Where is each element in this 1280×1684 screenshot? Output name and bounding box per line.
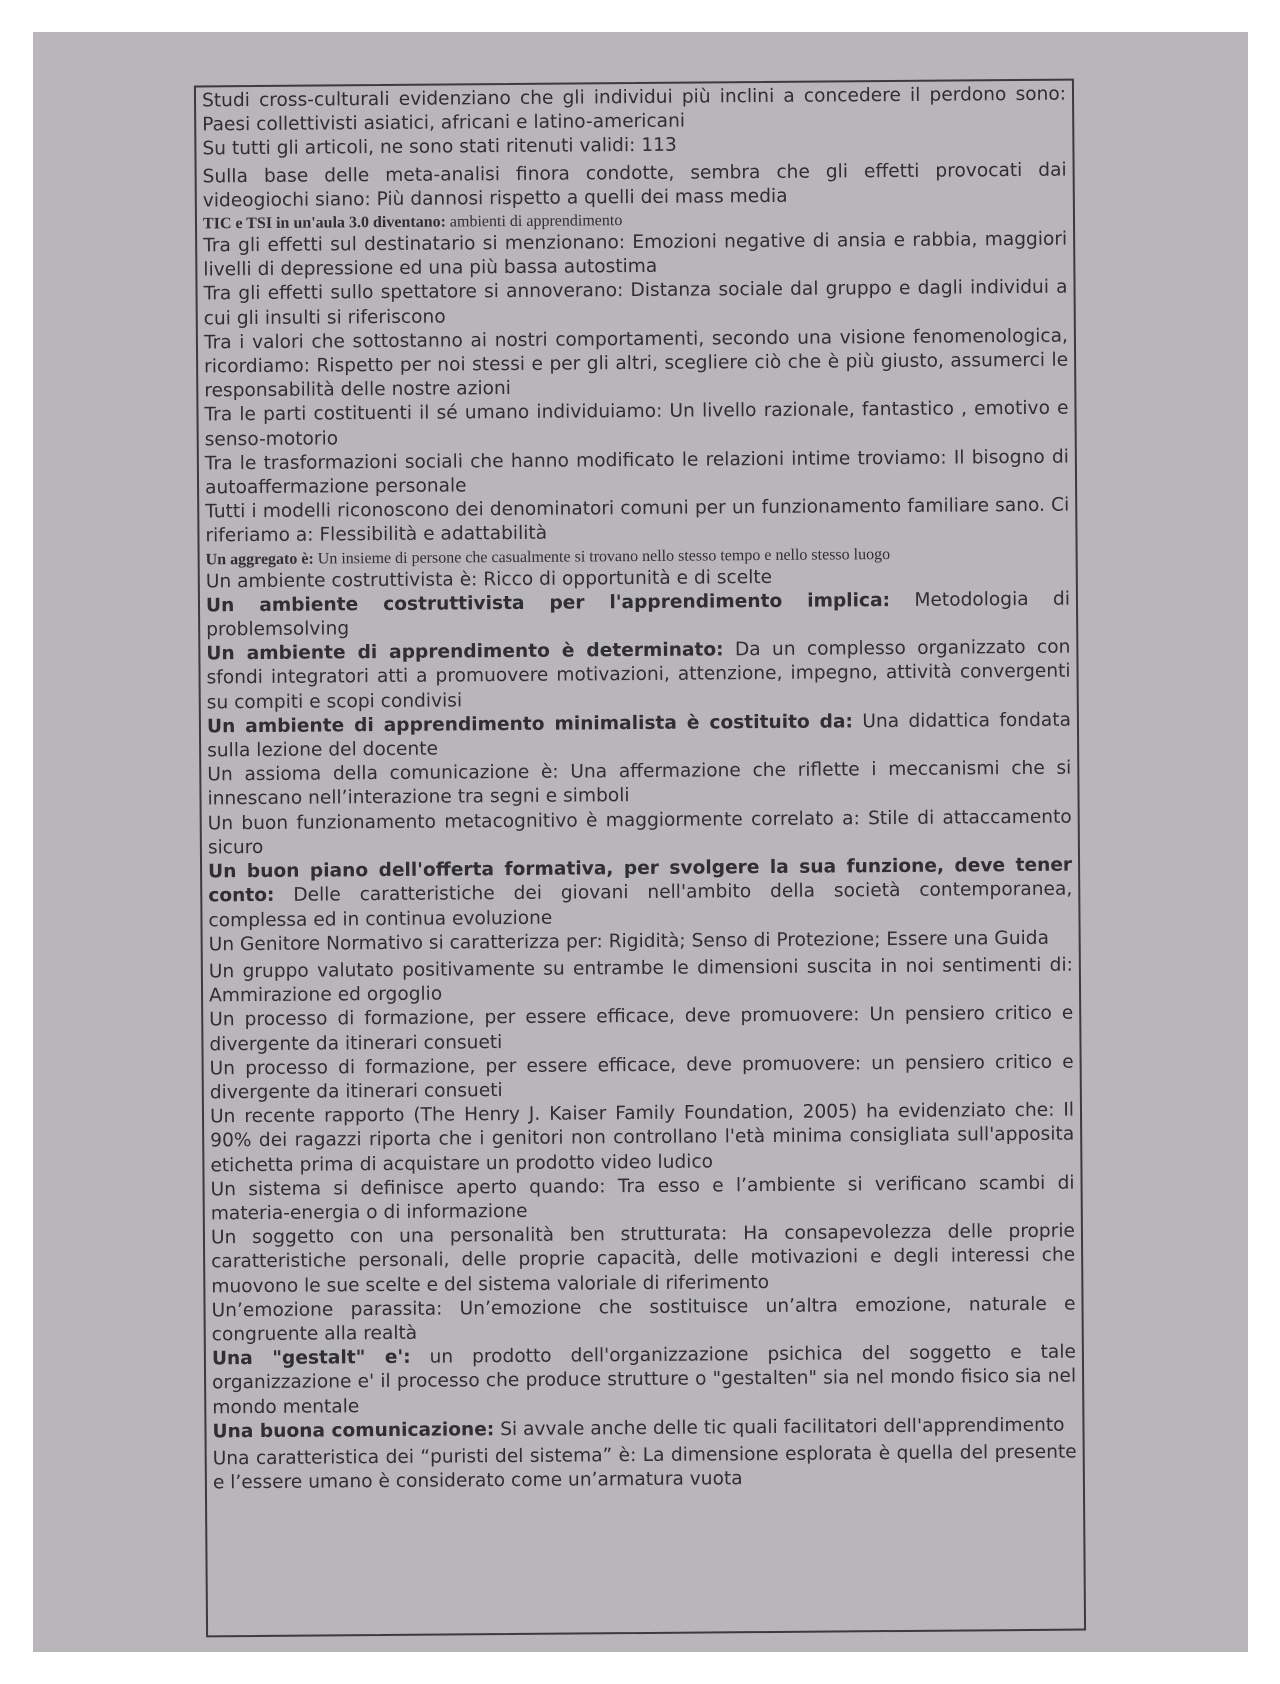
- answer-text: Delle caratteristiche dei giovani nell'ambito della società contemporanea, complessa ed in continua evoluzione: [208, 878, 1073, 931]
- qa-entry: [205, 494, 1069, 549]
- answer-text: Una affermazione che riflette i meccanismi che si innescano nell’interazione tra segni e simboli: [207, 757, 1072, 810]
- qa-entry: [209, 954, 1073, 1009]
- answer-text: Tra esso e l’ambiente si verificano scambi di materia-energia o di informazione: [210, 1172, 1075, 1225]
- question-text: Un soggetto con una personalità ben strutturata:: [210, 1223, 728, 1249]
- answer-text: un prodotto dell'organizzazione psichica del soggetto e tale organizzazione e' il processo che produce strutture o "gestalten" sia nel mondo fisico sia nel mondo mentale: [212, 1341, 1077, 1418]
- question-text: Tra le trasformazioni sociali che hanno modificato le relazioni intime troviamo:: [204, 447, 947, 475]
- answer-text: Paesi collettivisti asiatici, africani e latino-americani: [202, 110, 686, 136]
- qa-entry: [208, 854, 1073, 933]
- qa-entry: [206, 587, 1070, 642]
- qa-entry: [210, 1050, 1074, 1105]
- question-text: Sulla base delle meta-analisi finora condotte, sembra che gli effetti provocati dai videogiochi siano:: [202, 159, 1067, 212]
- answer-text: Flessibilità e adattabilità: [313, 523, 548, 547]
- question-text: Un aggregato è:: [205, 550, 314, 569]
- answer-text: Metodologia di problemsolving: [206, 588, 1071, 641]
- question-text: Un sistema si definisce aperto quando:: [210, 1176, 606, 1201]
- answer-text: Rigidità; Senso di Protezione; Essere una Guida: [602, 927, 1050, 952]
- qa-entry: [203, 158, 1067, 213]
- answer-text: La dimensione esplorata è quella del presente e l’essere umano è considerato come un’armatura vuota: [212, 1441, 1077, 1494]
- qa-entry: [211, 1171, 1075, 1226]
- answer-text: Ricco di opportunità e di scelte: [477, 566, 773, 590]
- qa-entry: [208, 805, 1072, 860]
- question-text: Un ambiente costruttivista per l'apprendimento implica:: [205, 589, 891, 617]
- qa-entry: [202, 83, 1066, 138]
- answer-text: Il bisogno di autoaffermazione personale: [204, 446, 1069, 499]
- answer-text: Più dannosi rispetto a quelli dei mass media: [370, 185, 788, 210]
- question-text: Una buona comunicazione:: [212, 1418, 495, 1443]
- answer-text: ambienti di apprendimento: [445, 212, 623, 231]
- qa-entry: [203, 276, 1067, 331]
- question-text: Tutti i modelli riconoscono dei denominatori comuni per un funzionamento familiare sano. Ci riferiamo a:: [205, 494, 1070, 547]
- question-text: Tra le parti costituenti il sé umano individuiamo:: [204, 401, 663, 426]
- question-text: Una caratteristica dei “puristi del sistema” è:: [212, 1445, 637, 1470]
- answer-text: Da un complesso organizzato con sfondi integratori atti a promuovere motivazioni, attenzione, impegno, attività convergenti su compiti e scopi condivisi: [206, 636, 1071, 714]
- question-text: Un processo di formazione, per essere efficace, deve promuovere:: [209, 1004, 860, 1031]
- question-text: Su tutti gli articoli, ne sono stati ritenuti validi:: [202, 135, 636, 160]
- answer-text: Distanza sociale dal gruppo e dagli individui a cui gli insulti si riferiscono: [203, 277, 1068, 330]
- question-text: Un buon piano dell'offerta formativa, per svolgere la sua funzione, deve tener conto:: [208, 854, 1073, 907]
- qa-entry: [205, 445, 1069, 500]
- question-text: Un ambiente di apprendimento minimalista è costituito da:: [206, 711, 854, 738]
- answer-text: Il 90% dei ragazzi riporta che i genitori non controllano l'età minima consigliata sull'apposita etichetta prima di acquistare un prodotto video ludico: [210, 1099, 1075, 1176]
- answer-text: Un pensiero critico e divergente da itinerari consueti: [209, 1002, 1074, 1055]
- qa-entry: [203, 228, 1067, 283]
- qa-entry: [207, 708, 1071, 763]
- answer-text: Un’emozione che sostituisce un’altra emozione, naturale e congruente alla realtà: [211, 1293, 1076, 1346]
- question-text: Un assioma della comunicazione è:: [207, 761, 559, 786]
- answer-text: Una didattica fondata sulla lezione del docente: [207, 709, 1072, 762]
- answer-text: Un insieme di persone che casualmente si trovano nello stesso tempo e nello stesso luogo: [313, 545, 891, 568]
- question-text: Un Genitore Normativo si caratterizza per:: [208, 930, 603, 956]
- answer-text: Ammirazione ed orgoglio: [208, 983, 443, 1007]
- answer-text: un pensiero critico e divergente da itinerari consueti: [209, 1051, 1074, 1104]
- question-text: Un’emozione parassita:: [211, 1298, 443, 1322]
- question-text: Tra gli effetti sullo spettatore si annoverano:: [203, 280, 624, 305]
- qa-entry: [204, 397, 1068, 452]
- question-text: Un processo di formazione, per essere efficace, deve promuovere:: [209, 1052, 862, 1080]
- qa-entry: [204, 324, 1069, 403]
- question-text: Un ambiente costruttivista è:: [205, 568, 478, 593]
- question-text: TIC e TSI in un'aula 3.0 diventano:: [202, 213, 446, 233]
- qa-list-box: [194, 79, 1086, 1638]
- question-text: Un recente rapporto (The Henry J. Kaiser Family Foundation, 2005) ha evidenziato che:: [209, 1099, 1055, 1128]
- qa-entry: [207, 757, 1071, 812]
- qa-entry: [213, 1441, 1077, 1496]
- answer-text: Emozioni negative di ansia e rabbia, maggiori livelli di depressione ed una più bassa autostima: [203, 228, 1068, 281]
- answer-text: Ha consapevolezza delle proprie caratteristiche personali, delle proprie capacità, delle motivazioni e degli interessi che muovono le sue scelte e del sistema valoriale di riferimento: [211, 1220, 1076, 1297]
- question-text: Un ambiente di apprendimento è determinato:: [206, 639, 724, 665]
- qa-entry: [206, 636, 1071, 715]
- qa-entry: [210, 1099, 1075, 1178]
- question-text: Un buon funzionamento metacognitivo è maggiormente correlato a:: [207, 807, 860, 835]
- question-text: Una "gestalt" e':: [211, 1346, 411, 1370]
- qa-entry: [211, 1220, 1076, 1299]
- qa-entry: [212, 1341, 1077, 1420]
- question-text: Un gruppo valutato positivamente su entrambe le dimensioni suscita in noi sentimenti di:: [208, 954, 1073, 983]
- answer-text: 113: [635, 135, 677, 157]
- qa-entry: [209, 1002, 1073, 1057]
- answer-text: Stile di attaccamento sicuro: [207, 806, 1072, 859]
- question-text: Tra gli effetti sul destinatario si menzionano:: [203, 232, 626, 257]
- qa-entry: [211, 1292, 1075, 1347]
- answer-text: Si avvale anche delle tic quali facilitatori dell'apprendimento: [494, 1414, 1065, 1440]
- answer-text: Rispetto per noi stessi e per gli altri, scegliere ciò che è più giusto, assumerci le responsabilità delle nostre azioni: [204, 349, 1069, 402]
- question-text: Studi cross-culturali evidenziano che gli individui più inclini a concedere il perdono sono:: [201, 83, 1067, 112]
- question-text: Tra i valori che sottostanno ai nostri comportamenti, secondo una visione fenomenologica, ricordiamo:: [203, 325, 1068, 378]
- answer-text: Un livello razionale, fantastico , emotivo e senso-motorio: [204, 398, 1069, 451]
